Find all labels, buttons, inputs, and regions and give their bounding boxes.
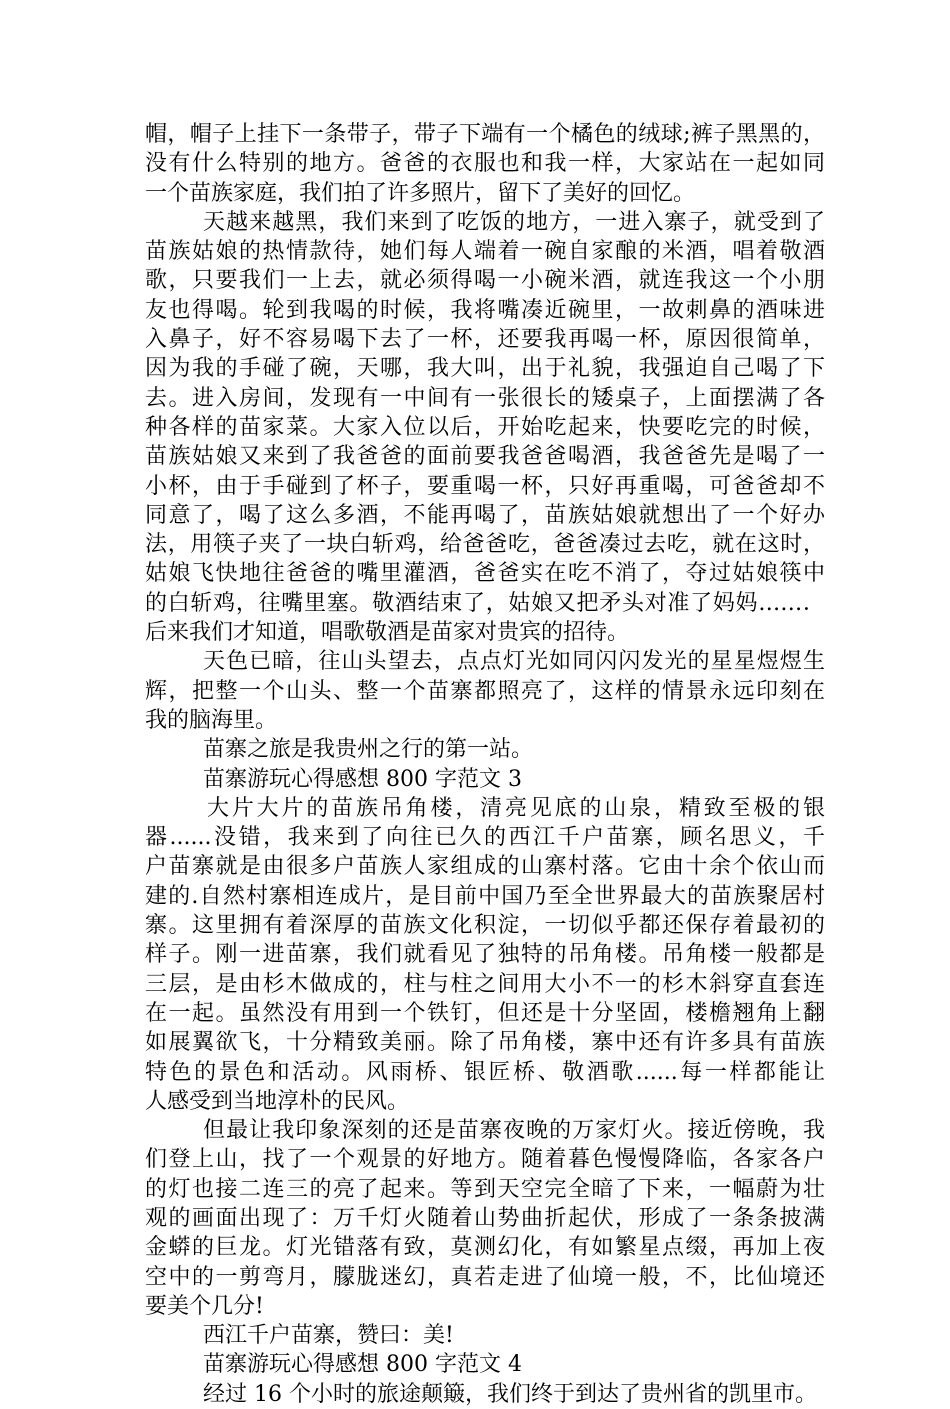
paragraph [145,1321,825,1350]
text-line: 观的画面出现了：万千灯火随着山势曲折起伏，形成了一条条披满 [145,1205,825,1231]
text-line: 一个苗族家庭，我们拍了许多照片，留下了美好的回忆。 [145,180,696,206]
text-line: 天越来越黑，我们来到了吃饭的地方，一进入寨子，就受到了 [203,209,825,235]
paragraph [145,1350,825,1379]
text-line: 友也得喝。轮到我喝的时候，我将嘴凑近碗里，一故刺鼻的酒味进 [145,297,825,323]
text-line: 歌，只要我们一上去，就必须得喝一小碗米酒，就连我这一个小朋 [145,268,825,294]
text-line: 因为我的手碰了碗，天哪，我大叫，出于礼貌，我强迫自己喝了下 [145,356,825,382]
text-line: 户苗寨就是由很多户苗族人家组成的山寨村落。它由十余个依山而 [145,854,825,880]
text-line: 帽，帽子上挂下一条带子，带子下端有一个橘色的绒球;裤子黑黑的， [145,122,825,147]
text-line: 建的.自然村寨相连成片，是目前中国乃至全世界最大的苗族聚居村 [145,883,825,909]
text-line: 同意了，喝了这么多酒，不能再喝了，苗族姑娘就想出了一个好办 [145,502,825,528]
text-line: 的白斩鸡，往嘴里塞。敬酒结束了，姑娘又把矛头对准了妈妈……． [145,590,825,616]
text-line: 样子。刚一进苗寨，我们就看见了独特的吊角楼。吊角楼一般都是 [145,942,825,968]
text-line: 西江千户苗寨，赞曰：美! [203,1323,454,1349]
text-line: 人感受到当地淳朴的民风。 [145,1088,410,1114]
text-line: 寨。这里拥有着深厚的苗族文化积淀，一切似乎都还保存着最初的 [145,913,825,939]
text-line: 种各样的苗家菜。大家入位以后，开始吃起来，快要吃完的时候， [145,414,825,440]
text-line: 辉，把整一个山头、整一个苗寨都照亮了，这样的情景永远印刻在 [145,678,825,704]
text-line: 苗族姑娘又来到了我爸爸的面前要我爸爸喝酒，我爸爸先是喝了一 [145,444,825,470]
text-line: 们登上山，找了一个观景的好地方。随着暮色慢慢降临，各家各户 [145,1147,825,1173]
text-line: 特色的景色和活动。风雨桥、银匠桥、敬酒歌......每一样都能让 [145,1059,825,1085]
text-line: 后来我们才知道，唱歌敬酒是苗家对贵宾的招待。 [145,620,630,646]
text-line: 要美个几分! [145,1293,264,1319]
text-line: 金蟒的巨龙。灯光错落有致，莫测幻化，有如繁星点缀，再加上夜 [145,1235,825,1261]
text-line: 经过 16 个小时的旅途颠簸，我们终于到达了贵州省的凯里市。 [203,1381,817,1407]
text-line: 法，用筷子夹了一块白斩鸡，给爸爸吃，爸爸凑过去吃，就在这时， [145,532,825,558]
text-line: 如展翼欲飞，十分精致美丽。除了吊角楼，寨中还有许多具有苗族 [145,1030,825,1056]
text-line: 天色已暗，往山头望去，点点灯光如同闪闪发光的星星煜煜生 [203,649,825,675]
text-line: 小杯，由于手碰到了杯子，要重喝一杯，只好再重喝，可爸爸却不 [145,473,825,499]
paragraph [145,794,825,1116]
text-line: 去。进入房间，发现有一中间有一张很长的矮桌子，上面摆满了各 [145,385,825,411]
paragraph [145,1116,825,1321]
text-line: 我的脑海里。 [145,707,278,733]
text-line: 的灯也接二连三的亮了起来。等到天空完全暗了下来，一幅蔚为壮 [145,1176,825,1202]
paragraph [145,647,825,735]
text-line: 没有什么特别的地方。爸爸的衣服也和我一样，大家站在一起如同 [145,151,825,177]
text-line: 空中的一剪弯月，朦胧迷幻，真若走进了仙境一般，不，比仙境还 [145,1264,825,1290]
paragraph [145,120,825,208]
paragraph [145,208,825,647]
paragraph [145,765,825,794]
text-line: 入鼻子，好不容易喝下去了一杯，还要我再喝一杯，原因很简单， [145,327,825,353]
paragraph [145,1380,825,1409]
text-line: 器......没错，我来到了向往已久的西江千户苗寨，顾名思义，千 [145,825,825,851]
text-line: 但最让我印象深刻的还是苗寨夜晚的万家灯火。接近傍晚，我 [203,1118,825,1144]
document-page [145,120,825,1409]
text-line: 在一起。虽然没有用到一个铁钉，但还是十分坚固，楼檐翘角上翻 [145,1000,825,1026]
paragraph [145,735,825,764]
text-line: 苗寨游玩心得感想 800 字范文 3 [203,766,522,792]
text-line: 苗寨游玩心得感想 800 字范文 4 [203,1352,522,1378]
text-line: 苗族姑娘的热情款待，她们每人端着一碗自家酿的米酒，唱着敬酒 [145,239,825,265]
text-line: 大片大片的苗族吊角楼，清亮见底的山泉，精致至极的银 [207,795,825,821]
text-line: 三层，是由杉木做成的，柱与柱之间用大小不一的杉木斜穿直套连 [145,971,825,997]
text-line: 姑娘飞快地往爸爸的嘴里灌酒，爸爸实在吃不消了，夺过姑娘筷中 [145,561,825,587]
text-line: 苗寨之旅是我贵州之行的第一站。 [203,737,534,763]
